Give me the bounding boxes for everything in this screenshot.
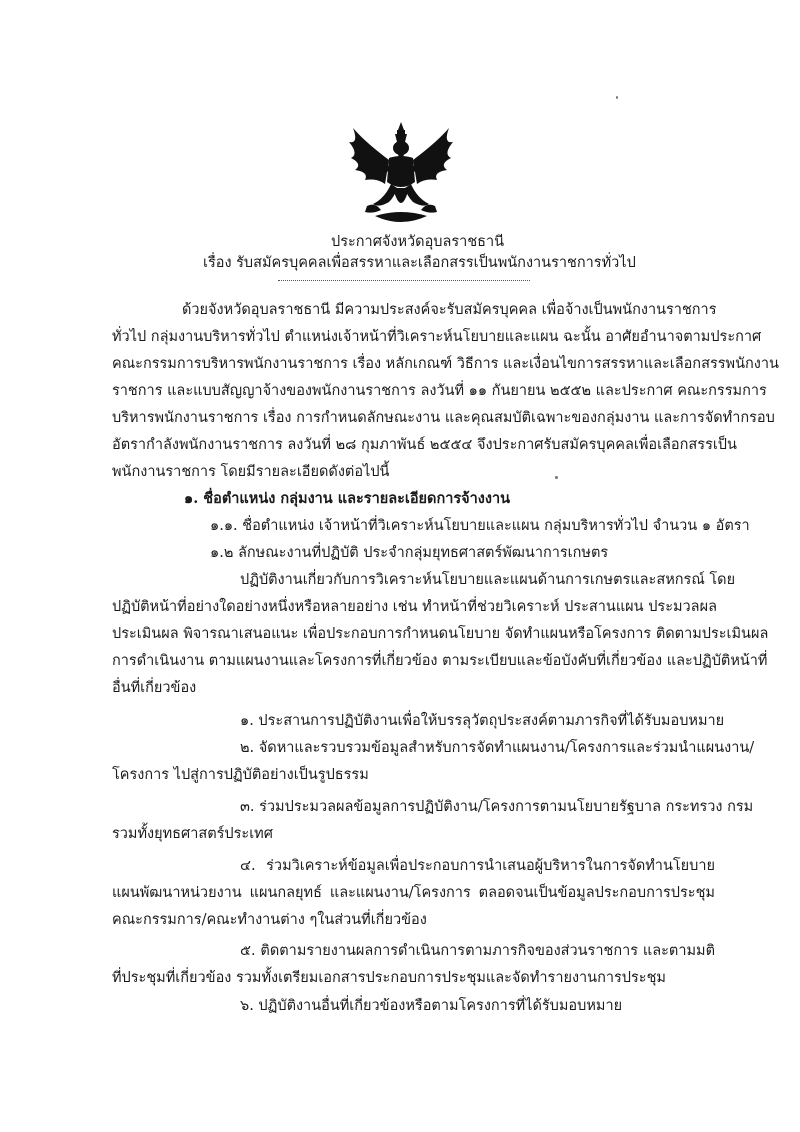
task-2-line-1: ๒. จัดหาและรวบรวมข้อมูลสำหรับการจัดทำแผนงาน/โครงการและร่วมนำแผนงาน/: [240, 740, 755, 756]
scan-speck: [616, 96, 618, 99]
garuda-emblem-icon: [345, 122, 457, 228]
document-title: ประกาศจังหวัดอุบลราชธานี: [331, 234, 505, 250]
section-1-2: ๑.๒ ลักษณะงานที่ปฏิบัติ ประจำกลุ่มยุทธศาสตร์พัฒนาการเกษตร: [210, 545, 609, 561]
duty-line-2: ปฏิบัติหน้าที่อย่างใดอย่างหนึ่งหรือหลายอย่าง เช่น ทำหน้าที่ช่วยวิเคราะห์ ประสานแผน ประมวลผล: [112, 599, 717, 615]
task-6-line-1: ๖. ปฏิบัติงานอื่นที่เกี่ยวข้องหรือตามโครงการที่ได้รับมอบหมาย: [240, 998, 623, 1014]
section-1-1: ๑.๑. ชื่อตำแหน่ง เจ้าหน้าที่วิเคราะห์นโยบายและแผน กลุ่มบริหารทั่วไป จำนวน ๑ อัตรา: [210, 518, 750, 534]
duty-line-1: ปฏิบัติงานเกี่ยวกับการวิเคราะห์นโยบายและแผนด้านการเกษตรและสหกรณ์ โดย: [240, 572, 736, 588]
document-subject: เรื่อง รับสมัครบุคคลเพื่อสรรหาและเลือกสรรเป็นพนักงานราชการทั่วไป: [203, 255, 636, 271]
task-4-line-1: ๔. ร่วมวิเคราะห์ข้อมูลเพื่อประกอบการนำเสนอผู้บริหารในการจัดทำนโยบาย: [240, 858, 715, 874]
intro-line-4: ราชการ และแบบสัญญาจ้างของพนักงานราชการ ลงวันที่ ๑๑ กันยายน ๒๕๕๒ และประกาศ คณะกรรมการ: [112, 383, 767, 399]
task-3-line-2: รวมทั้งยุทธศาสตร์ประเทศ: [112, 826, 273, 842]
intro-line-2: ทั่วไป กลุ่มงานบริหารทั่วไป ตำแหน่งเจ้าหน้าที่วิเคราะห์นโยบายและแผน ฉะนั้น อาศัยอำนาจตามประกาศ: [112, 329, 762, 345]
task-1-line-1: ๑. ประสานการปฏิบัติงานเพื่อให้บรรลุวัตถุประสงค์ตามภารกิจที่ได้รับมอบหมาย: [240, 713, 725, 729]
task-5-line-2: ที่ประชุมที่เกี่ยวข้อง รวมทั้งเตรียมเอกสารประกอบการประชุมและจัดทำรายงานการประชุม: [112, 970, 666, 986]
task-3-line-1: ๓. ร่วมประมวลผลข้อมูลการปฏิบัติงาน/โครงการตามนโยบายรัฐบาล กระทรวง กรม: [240, 799, 754, 815]
section-1-heading: ๑. ชื่อตำแหน่ง กลุ่มงาน และรายละเอียดการจ้างงาน: [184, 490, 511, 507]
scan-speck: [555, 476, 558, 479]
header-divider: [278, 280, 530, 281]
task-5-line-1: ๕. ติดตามรายงานผลการดำเนินการตามภารกิจของส่วนราชการ และตามมติ: [240, 943, 715, 959]
task-2-line-2: โครงการ ไปสู่การปฏิบัติอย่างเป็นรูปธรรม: [112, 767, 369, 783]
intro-line-6: อัตรากำลังพนักงานราชการ ลงวันที่ ๒๘ กุมภาพันธ์ ๒๕๕๔ จึงประกาศรับสมัครบุคคลเพื่อเลือกสรรเป็น: [112, 437, 737, 453]
intro-line-5: บริหารพนักงานราชการ เรื่อง การกำหนดลักษณะงาน และคุณสมบัติเฉพาะของกลุ่มงาน และการจัดทำกรอบ: [112, 410, 775, 426]
intro-line-1: ด้วยจังหวัดอุบลราชธานี มีความประสงค์จะรับสมัครบุคคล เพื่อจ้างเป็นพนักงานราชการ: [182, 302, 717, 318]
task-4-line-2: แผนพัฒนาหน่วยงาน แผนกลยุทธ์ และแผนงาน/โครงการ ตลอดจนเป็นข้อมูลประกอบการประชุม: [112, 885, 715, 901]
task-4-line-3: คณะกรรมการ/คณะทำงานต่าง ๆในส่วนที่เกี่ยวข้อง: [112, 912, 427, 928]
intro-line-3: คณะกรรมการบริหารพนักงานราชการ เรื่อง หลักเกณฑ์ วิธีการ และเงื่อนไขการสรรหาและเลือกสรรพนักงาน: [112, 356, 779, 372]
duty-line-5: อื่นที่เกี่ยวข้อง: [112, 680, 197, 696]
duty-line-4: การดำเนินงาน ตามแผนงานและโครงการที่เกี่ยวข้อง ตามระเบียบและข้อบังคับที่เกี่ยวข้อง และปฏิบัติหน้าที่: [112, 653, 768, 669]
intro-line-7: พนักงานราชการ โดยมีรายละเอียดดังต่อไปนี้: [112, 464, 390, 480]
duty-line-3: ประเมินผล พิจารณาเสนอแนะ เพื่อประกอบการกำหนดนโยบาย จัดทำแผนหรือโครงการ ติดตามประเมินผล: [112, 626, 769, 642]
